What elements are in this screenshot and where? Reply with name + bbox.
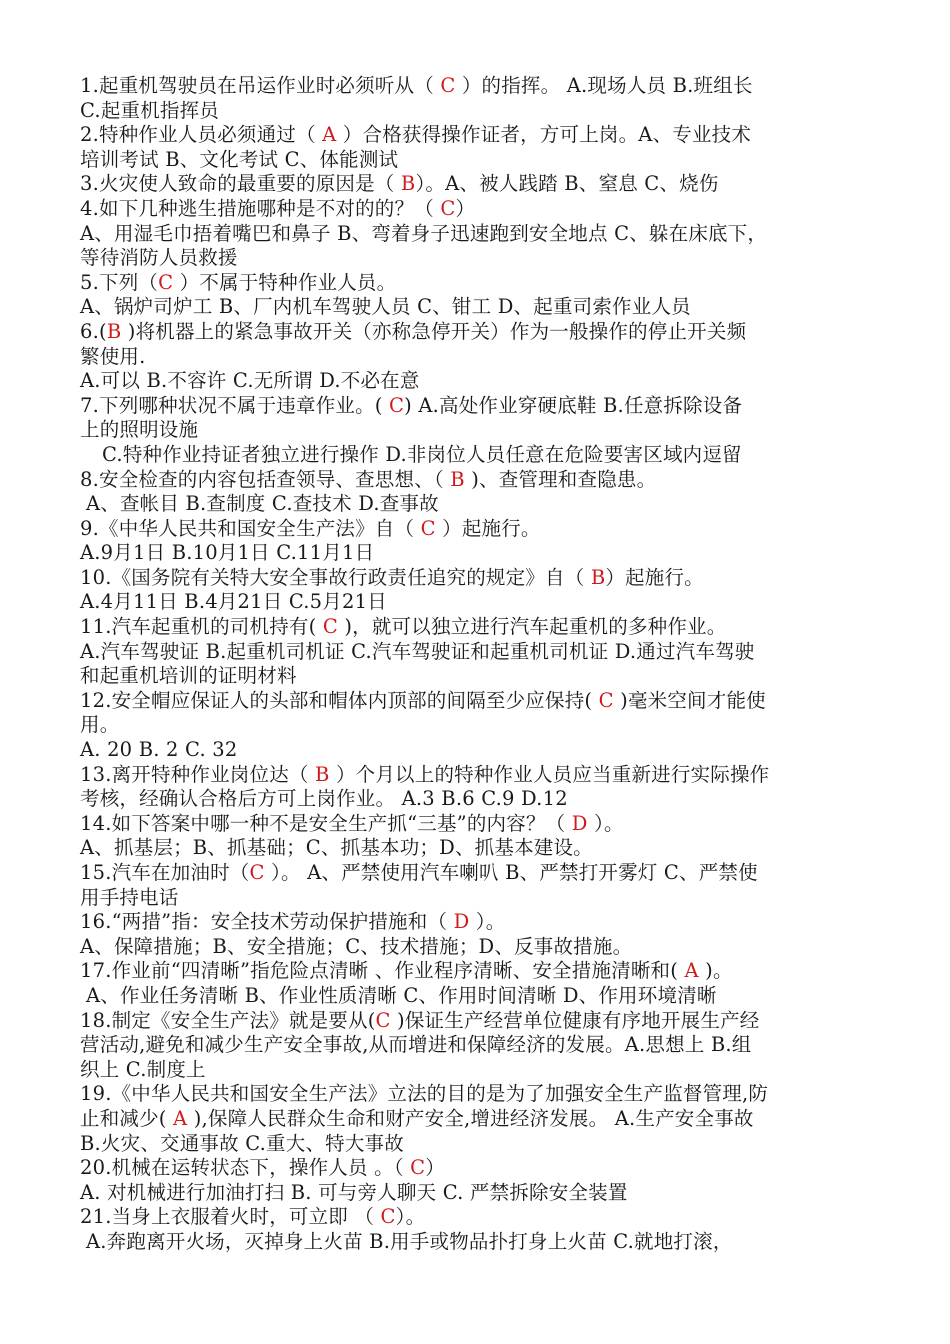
text-segment: 和起重机培训的证明材料 — [80, 664, 297, 688]
text-line — [80, 197, 880, 222]
text-segment: )将机器上的紧急事故开关（亦称急停开关）作为一般操作的停止开关频 — [121, 319, 747, 343]
text-line — [80, 615, 880, 640]
text-segment: 15.汽车在加油时（ — [80, 861, 250, 884]
text-line — [80, 566, 880, 591]
text-segment: A. 对机械进行加油打扫 B. 可与旁人聊天 C. 严禁拆除安全装置 — [80, 1180, 628, 1204]
answer-mark: C — [249, 861, 265, 884]
text-line — [80, 418, 880, 443]
text-line — [80, 1230, 880, 1255]
text-line — [80, 1033, 880, 1058]
text-line — [80, 959, 880, 984]
text-segment: A、作业任务清晰 B、作业性质清晰 C、作用时间清晰 D、作用环境清晰 — [86, 983, 717, 1007]
text-line — [80, 517, 880, 542]
answer-mark: C — [375, 1008, 391, 1032]
text-line — [80, 443, 880, 468]
text-line — [80, 1205, 880, 1230]
text-segment: 13.离开特种作业岗位达（ — [80, 762, 316, 786]
text-segment: 14.如下答案中哪一种不是安全生产抓“三基”的内容？（ — [80, 811, 572, 835]
text-line — [80, 148, 880, 173]
text-segment: 考核，经确认合格后方可上岗作业。 A.3 B.6 C.9 D.12 — [80, 787, 568, 811]
answer-mark: C — [158, 270, 174, 294]
text-line — [80, 664, 880, 689]
text-line — [80, 886, 880, 911]
answer-mark: D — [571, 811, 588, 835]
text-segment: A、用湿毛巾捂着嘴巴和鼻子 B、弯着身子迅速跑到安全地点 C、躲在床底下， — [80, 221, 768, 245]
text-line — [80, 1082, 880, 1107]
text-segment: C.起重机指挥员 — [80, 98, 220, 122]
text-segment: A、查帐目 B.查制度 C.查技术 D.查事故 — [86, 492, 439, 516]
text-segment: 7.下列哪种状况不属于违章作业。( — [80, 393, 390, 417]
text-segment: ）起施行。 — [605, 565, 704, 589]
answer-mark: B — [315, 762, 330, 786]
text-line — [80, 1009, 880, 1034]
text-segment: )毫米空间才能使 — [613, 688, 766, 712]
text-segment: 5.下列（ — [80, 270, 159, 294]
answer-mark: B — [106, 319, 122, 343]
text-segment: 织上 C.制度上 — [80, 1057, 206, 1081]
text-line — [80, 1132, 880, 1157]
text-segment: ）。 — [587, 811, 624, 835]
text-line — [80, 984, 880, 1009]
text-line — [80, 345, 880, 370]
text-segment: A、抓基层；B、抓基础；C、抓基本功；D、抓基本建设。 — [80, 836, 593, 860]
text-segment: ）。 A、严禁使用汽车喇叭 B、严禁打开雾灯 C、严禁使 — [264, 861, 758, 884]
text-segment: A.汽车驾驶证 B.起重机司机证 C.汽车驾驶证和起重机司机证 D.通过汽车驾驶 — [80, 639, 755, 663]
text-segment: B.火灾、交通事故 C.重大、特大事故 — [80, 1131, 404, 1155]
text-segment: 2.特种作业人员必须通过（ — [80, 123, 323, 147]
text-line — [80, 222, 880, 247]
text-segment: A.9月1日 B.10月1日 C.11月1日 — [80, 541, 375, 565]
text-segment: 3.火灾使人致命的最重要的原因是（ — [80, 172, 401, 196]
text-line — [80, 689, 880, 714]
text-segment: 6.( — [80, 319, 107, 343]
text-segment: 8.安全检查的内容包括查领导、查思想、（ — [80, 467, 451, 491]
text-segment: ） — [455, 196, 476, 220]
text-line — [80, 74, 880, 99]
text-line — [80, 1058, 880, 1083]
text-segment: )保证生产经营单位健康有序地开展生产经 — [390, 1008, 760, 1032]
text-segment: 用。 — [80, 713, 120, 737]
text-line — [80, 787, 880, 812]
text-segment: 19.《中华人民共和国安全生产法》立法的目的是为了加强安全生产监督管理,防 — [80, 1082, 769, 1106]
text-segment: ）。 — [395, 1205, 426, 1229]
text-line — [80, 468, 880, 493]
text-segment: ）不属于特种作业人员。 — [173, 270, 397, 294]
text-segment: 上的照明设施 — [80, 418, 199, 442]
answer-mark: C — [380, 1205, 396, 1229]
document-page — [80, 74, 880, 1255]
text-line — [80, 836, 880, 861]
text-segment: A.奔跑离开火场，灭掉身上火苗 B.用手或物品扑打身上火苗 C.就地打滚， — [86, 1229, 733, 1253]
text-segment: 4.如下几种逃生措施哪种是不对的的？（ — [80, 196, 441, 220]
answer-mark: C — [389, 393, 405, 417]
answer-mark: C — [322, 615, 338, 639]
text-segment: 12.安全帽应保证人的头部和帽体内顶部的间隔至少应保持( — [80, 688, 599, 712]
text-line — [80, 590, 880, 615]
text-segment: )，就可以独立进行汽车起重机的多种作业。 — [337, 615, 727, 639]
text-segment: 16.“两措”指：安全技术劳动保护措施和（ — [80, 910, 454, 934]
text-segment: )、查管理和查隐患。 — [464, 467, 657, 491]
text-line — [80, 246, 880, 271]
text-segment: )。 — [698, 959, 733, 983]
text-segment: A.4月11日 B.4月21日 C.5月21日 — [80, 590, 387, 614]
text-segment: 11.汽车起重机的司机持有( — [80, 615, 323, 639]
text-segment: 21.当身上衣服着火时，可立即 （ — [80, 1205, 381, 1229]
text-line — [80, 123, 880, 148]
text-segment: ) A.高处作业穿硬底鞋 B.任意拆除设备 — [404, 393, 743, 417]
text-line — [80, 713, 880, 738]
text-line — [80, 492, 880, 517]
answer-mark: B — [400, 172, 416, 196]
answer-mark: C — [598, 688, 614, 712]
answer-mark: B — [590, 565, 606, 589]
text-segment: C.特种作业持证者独立进行操作 D.非岗位人员任意在危险要害区域内逗留 — [102, 442, 742, 466]
answer-mark: D — [453, 910, 470, 934]
text-line — [80, 394, 880, 419]
text-segment: 营活动,避免和减少生产安全事故,从而增进和保障经济的发展。A.思想上 B.组 — [80, 1033, 752, 1057]
text-segment: ）个月以上的特种作业人员应当重新进行实际操作 — [329, 762, 770, 786]
text-line — [80, 738, 880, 763]
text-line — [80, 910, 880, 935]
text-segment: 10.《国务院有关特大安全事故行政责任追究的规定》自（ — [80, 565, 591, 589]
text-line — [80, 1181, 880, 1206]
text-segment: A、锅炉司炉工 B、厂内机车驾驶人员 C、钳工 D、起重司索作业人员 — [80, 295, 691, 319]
text-line — [80, 763, 880, 788]
text-segment: ）起施行。 — [435, 516, 541, 540]
text-line — [80, 295, 880, 320]
text-segment: 9.《中华人民共和国安全生产法》自（ — [80, 516, 421, 540]
text-segment: 等待消防人员救援 — [80, 246, 238, 270]
text-segment: A.可以 B.不容许 C.无所谓 D.不必在意 — [80, 369, 420, 393]
text-line — [80, 541, 880, 566]
answer-mark: A — [173, 1106, 188, 1130]
answer-mark: B — [450, 467, 465, 491]
answer-mark: C — [410, 1156, 426, 1180]
text-line — [80, 1107, 880, 1132]
text-line — [80, 320, 880, 345]
text-line — [80, 1156, 880, 1181]
text-segment: ),保障人民群众生命和财产安全,增进经济发展。 A.生产安全事故 — [187, 1106, 754, 1130]
text-segment: A. 20 B. 2 C. 32 — [80, 738, 238, 762]
text-segment: ）。A、被人践踏 B、窒息 C、烧伤 — [415, 172, 719, 196]
text-line — [80, 271, 880, 296]
answer-mark: C — [420, 516, 436, 540]
answer-mark: C — [440, 74, 456, 97]
text-segment: 1.起重机驾驶员在吊运作业时必须听从（ — [80, 74, 441, 97]
text-segment: ）。 — [469, 910, 506, 934]
text-segment: ）的指挥。 A.现场人员 B.班组长 — [455, 74, 753, 97]
text-line — [80, 935, 880, 960]
answer-mark: A — [322, 123, 337, 147]
text-line — [80, 861, 880, 886]
text-line — [80, 812, 880, 837]
text-segment: 18.制定《安全生产法》就是要从( — [80, 1008, 376, 1032]
text-line — [80, 369, 880, 394]
text-segment: 用手持电话 — [80, 885, 179, 909]
text-segment: ） — [425, 1156, 445, 1180]
answer-mark: C — [440, 196, 456, 220]
text-segment: 20.机械在运转状态下，操作人员 。（ — [80, 1156, 411, 1180]
text-segment: 止和减少( — [80, 1106, 174, 1130]
text-segment: ）合格获得操作证者，方可上岗。A、专业技术 — [336, 123, 752, 147]
text-line — [80, 640, 880, 665]
answer-mark: A — [684, 959, 699, 983]
text-segment: 培训考试 B、文化考试 C、体能测试 — [80, 147, 399, 171]
text-segment: 17.作业前“四清晰”指危险点清晰 、作业程序清晰、安全措施清晰和( — [80, 959, 685, 983]
text-segment: 繁使用. — [80, 344, 146, 368]
text-line — [80, 172, 880, 197]
text-segment: A、保障措施；B、安全措施；C、技术措施；D、反事故措施。 — [80, 934, 633, 958]
text-line — [80, 99, 880, 124]
